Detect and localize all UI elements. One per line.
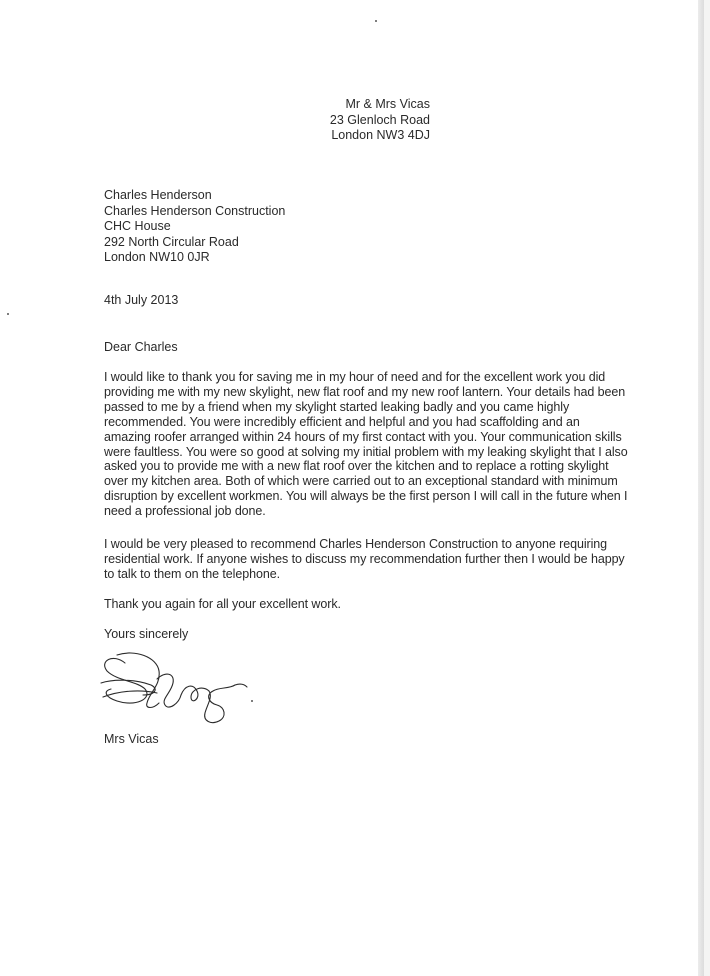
body-paragraph-1: I would like to thank you for saving me in my hour of need and for the excellent work you did providing me with my new skylight, new flat roof and my new roof lantern. Your details had been passed to me by a friend when my skylight started leaking badly and you came highly recommended. You were incredibly efficient and helpful and you had scaffolding and an amazing roofer arranged within 24 hours of my first contact with you. Your communication skills were faultless. You were so good at solving my initial problem with my leaking skylight that I also asked you to provide me with a new flat roof over the kitchen and to replace a rotting skylight over my kitchen area. Both of which were carried out to an exceptional standard with minimum disruption by excellent workmen. You will always be the first person I will call in the future when I need a professional job done. [104, 370, 628, 519]
sender-name: Mr & Mrs Vicas [345, 97, 430, 111]
sender-city-postcode: London NW3 4DJ [331, 128, 430, 142]
handwritten-signature [95, 645, 260, 732]
letter-date: 4th July 2013 [104, 293, 179, 307]
recipient-company: Charles Henderson Construction [104, 203, 286, 218]
sender-address [300, 97, 430, 144]
closing: Yours sincerely [104, 627, 189, 641]
scan-speck [251, 700, 253, 702]
body-paragraph-2: I would be very pleased to recommend Charles Henderson Construction to anyone requiring residential work. If anyone wishes to discuss my recommendation further then I would be happy to talk to them on the telephone. [104, 537, 625, 581]
scan-speck [7, 313, 9, 315]
sender-street: 23 Glenloch Road [329, 112, 430, 127]
scan-speck [375, 20, 377, 22]
recipient-city-postcode: London NW10 0JR [104, 250, 210, 264]
recipient-name: Charles Henderson [104, 188, 212, 202]
signature-scribble [95, 645, 260, 727]
body-paragraph-3: Thank you again for all your excellent work. [104, 597, 341, 611]
recipient-address [104, 188, 285, 266]
recipient-building: CHC House [104, 219, 171, 233]
recipient-street: 292 North Circular Road [104, 234, 239, 249]
signatory-name: Mrs Vicas [104, 732, 159, 746]
salutation: Dear Charles [104, 340, 178, 354]
scan-edge [698, 0, 704, 976]
